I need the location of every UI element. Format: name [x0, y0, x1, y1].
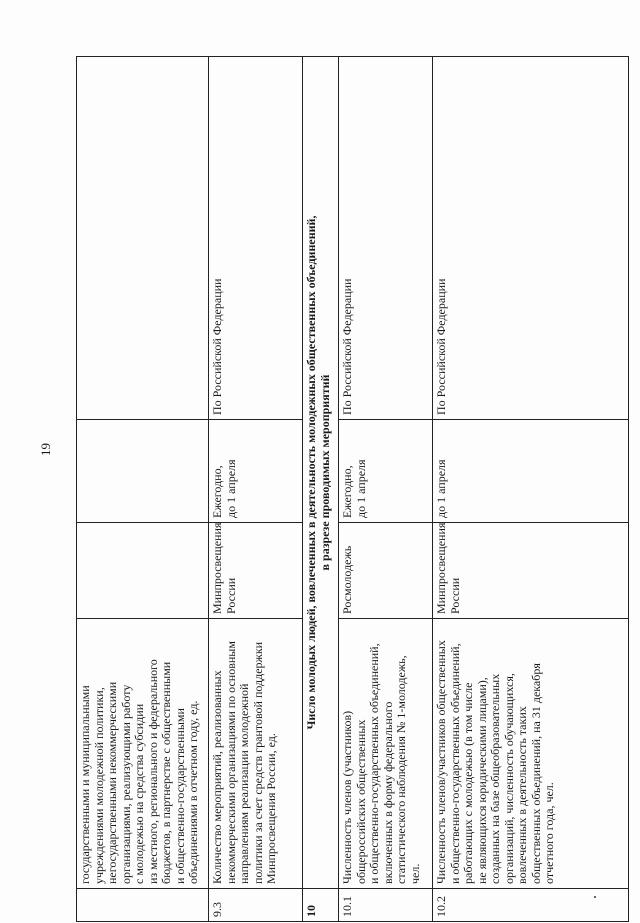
- deadline-line: до 1 апреля: [353, 459, 368, 518]
- indicator-line: общероссийских общественных: [353, 719, 368, 884]
- section-title-line: в разрезе проводимых мероприятий: [317, 374, 332, 571]
- row-number-cell: 10.2: [433, 889, 629, 922]
- indicator-line: и общественно-государственных объединений,: [447, 643, 462, 884]
- indicator-line: негосударственными некоммерческими: [105, 681, 119, 884]
- level-cell: По Российской Федерации: [433, 57, 629, 420]
- level-cell: По Российской Федерации: [339, 57, 433, 420]
- indicator-line: государственными и муниципальными: [78, 685, 92, 884]
- indicators-table: [76, 56, 629, 922]
- indicator-line: политики за счет средств грантовой поддержки: [250, 641, 265, 884]
- indicator-line: статистического наблюдения № 1-молодежь,: [394, 655, 408, 884]
- level-cell: По Российской Федерации: [209, 57, 303, 420]
- deadline-cell: [339, 420, 433, 523]
- section-number-cell: 10: [303, 889, 339, 922]
- deadline-line: Ежегодно,: [210, 465, 224, 518]
- responsible-cell: Росмолодежь: [339, 523, 433, 619]
- indicator-line: с молодежью на средства субсидии: [132, 703, 146, 884]
- section-title-cell: [303, 57, 339, 889]
- table-row: [433, 57, 629, 922]
- indicator-line: не являющихся юридическими лицами),: [474, 677, 489, 884]
- deadline-line: до 1 апреля: [434, 459, 448, 518]
- indicator-line: и общественно-государственных объединений,: [367, 643, 381, 884]
- indicator-cell: [209, 619, 303, 889]
- indicator-line: некоммерческими организациями по основным: [223, 641, 238, 884]
- indicator-line: учреждениями молодежной политики,: [91, 687, 106, 884]
- row-number-cell: 10.1: [339, 889, 433, 922]
- level-cell: [77, 57, 209, 420]
- indicator-line: Количество мероприятий, реализованных: [210, 670, 224, 884]
- indicator-line: Минпросвещения России, ед.: [264, 733, 278, 884]
- indicator-line: организациями, реализующими работу: [118, 684, 133, 884]
- indicator-cell: [433, 619, 629, 889]
- indicator-line: чел.: [407, 863, 422, 884]
- responsible-cell: Минпросвещения России: [433, 523, 629, 619]
- indicator-line: организаций, численность обучающихся,: [501, 673, 516, 884]
- indicator-line: из местного, регионального и федерального: [145, 659, 160, 884]
- indicator-line: объединениями в отчетном году, ед.: [186, 700, 200, 884]
- indicator-cell: [77, 619, 209, 889]
- indicator-line: Численность членов (участников): [340, 710, 354, 884]
- row-number-cell: 9.3: [209, 889, 303, 922]
- indicator-line: работающих с молодежью (в том числе: [461, 682, 475, 884]
- indicator-line: и общественно-государственными: [172, 708, 187, 884]
- deadline-cell: [433, 420, 629, 523]
- section-title-line: Число молодых людей, вовлеченных в деятельность молодежных общественных объединений,: [304, 215, 318, 730]
- deadline-cell: [77, 420, 209, 523]
- scan-speck: [594, 896, 596, 898]
- indicator-line: направлениям реализации молодежной: [237, 683, 251, 884]
- responsible-cell: Минпросвещения России: [209, 523, 303, 619]
- indicator-line: включенных в форму федерального: [380, 701, 395, 884]
- indicator-line: Численность членов/участников общественных: [434, 640, 448, 884]
- section-row: [303, 57, 339, 922]
- deadline-cell: [209, 420, 303, 523]
- responsible-cell: [77, 523, 209, 619]
- page-number: 19: [38, 443, 53, 456]
- indicator-line: бюджетов, в партнерстве с общественными: [159, 661, 173, 884]
- deadline-line: Ежегодно,: [340, 465, 354, 518]
- indicator-cell: [339, 619, 433, 889]
- indicator-line: вовлеченных в деятельность таких: [515, 706, 529, 884]
- table-row: [339, 57, 433, 922]
- row-number-cell: [77, 889, 209, 922]
- indicator-line: отчетного года, чел.: [542, 782, 556, 884]
- table-row: [77, 57, 209, 922]
- rotated-table-wrapper: [76, 57, 628, 922]
- indicator-line: общественных объединений, на 31 декабря: [528, 663, 543, 884]
- table-row: [209, 57, 303, 922]
- deadline-line: до 1 апреля: [223, 459, 238, 518]
- indicator-line: созданных на базе общеобразовательных: [488, 673, 502, 884]
